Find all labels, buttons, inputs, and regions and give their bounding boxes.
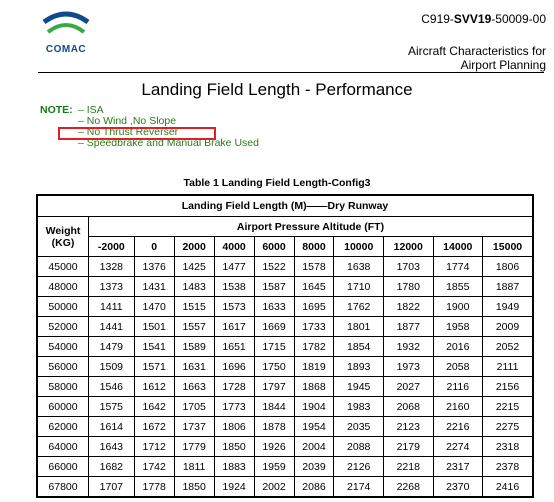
document-title-line1: Aircraft Characteristics for bbox=[407, 44, 546, 58]
length-cell: 1541 bbox=[134, 337, 174, 357]
table-group-header: Landing Field Length (M)——Dry Runway bbox=[37, 195, 533, 217]
altitude-header: Airport Pressure Altitude (FT) bbox=[89, 217, 534, 237]
altitude-column-header: 15000 bbox=[483, 237, 533, 257]
altitude-column-header: 2000 bbox=[174, 237, 214, 257]
length-cell: 1904 bbox=[294, 397, 334, 417]
length-cell: 1672 bbox=[134, 417, 174, 437]
altitude-column-header: 10000 bbox=[334, 237, 384, 257]
length-cell: 1589 bbox=[174, 337, 214, 357]
length-cell: 1546 bbox=[89, 377, 135, 397]
length-cell: 2274 bbox=[433, 437, 483, 457]
length-cell: 2002 bbox=[254, 477, 294, 498]
table-row bbox=[37, 437, 533, 457]
altitude-row bbox=[37, 237, 533, 257]
length-cell: 1483 bbox=[174, 277, 214, 297]
weight-cell: 64000 bbox=[37, 437, 89, 457]
altitude-column-header: 12000 bbox=[383, 237, 433, 257]
header-divider bbox=[38, 72, 544, 73]
length-cell: 2068 bbox=[383, 397, 433, 417]
length-cell: 1954 bbox=[294, 417, 334, 437]
length-cell: 1773 bbox=[214, 397, 254, 417]
length-cell: 2088 bbox=[334, 437, 384, 457]
length-cell: 1571 bbox=[134, 357, 174, 377]
length-cell: 2174 bbox=[334, 477, 384, 498]
length-cell: 1733 bbox=[294, 317, 334, 337]
length-cell: 1587 bbox=[254, 277, 294, 297]
length-cell: 1696 bbox=[214, 357, 254, 377]
page-title: Landing Field Length - Performance bbox=[141, 80, 413, 99]
landing-field-length-table bbox=[36, 194, 534, 498]
table-row bbox=[37, 257, 533, 277]
table-row bbox=[37, 297, 533, 317]
weight-cell: 45000 bbox=[37, 257, 89, 277]
length-cell: 1900 bbox=[433, 297, 483, 317]
length-cell: 1575 bbox=[89, 397, 135, 417]
table-caption: Table 1 Landing Field Length-Config3 bbox=[183, 177, 371, 189]
length-cell: 1643 bbox=[89, 437, 135, 457]
length-cell: 1431 bbox=[134, 277, 174, 297]
table-row bbox=[37, 457, 533, 477]
altitude-column-header: -2000 bbox=[89, 237, 135, 257]
length-cell: 1945 bbox=[334, 377, 384, 397]
note-item: – ISA bbox=[78, 104, 104, 116]
length-cell: 1376 bbox=[134, 257, 174, 277]
length-cell: 2111 bbox=[483, 357, 533, 377]
length-cell: 2156 bbox=[483, 377, 533, 397]
weight-cell: 48000 bbox=[37, 277, 89, 297]
length-cell: 1578 bbox=[294, 257, 334, 277]
length-cell: 1642 bbox=[134, 397, 174, 417]
length-cell: 2016 bbox=[433, 337, 483, 357]
note-label: NOTE: bbox=[40, 104, 73, 116]
length-cell: 2215 bbox=[483, 397, 533, 417]
length-cell: 1958 bbox=[433, 317, 483, 337]
table-row bbox=[37, 357, 533, 377]
length-cell: 1806 bbox=[214, 417, 254, 437]
length-cell: 2039 bbox=[294, 457, 334, 477]
length-cell: 1762 bbox=[334, 297, 384, 317]
weight-cell: 50000 bbox=[37, 297, 89, 317]
length-cell: 1411 bbox=[89, 297, 135, 317]
length-cell: 1877 bbox=[383, 317, 433, 337]
length-cell: 2179 bbox=[383, 437, 433, 457]
weight-cell: 60000 bbox=[37, 397, 89, 417]
note-item: – No Thrust Reverser bbox=[78, 126, 179, 138]
length-cell: 1663 bbox=[174, 377, 214, 397]
length-cell: 1801 bbox=[334, 317, 384, 337]
altitude-column-header: 8000 bbox=[294, 237, 334, 257]
length-cell: 1850 bbox=[174, 477, 214, 498]
length-cell: 1822 bbox=[383, 297, 433, 317]
length-cell: 2416 bbox=[483, 477, 533, 498]
length-cell: 1878 bbox=[254, 417, 294, 437]
length-cell: 1779 bbox=[174, 437, 214, 457]
length-cell: 1850 bbox=[214, 437, 254, 457]
length-cell: 1778 bbox=[134, 477, 174, 498]
length-cell: 2268 bbox=[383, 477, 433, 498]
length-cell: 1682 bbox=[89, 457, 135, 477]
length-cell: 2126 bbox=[334, 457, 384, 477]
length-cell: 1782 bbox=[294, 337, 334, 357]
length-cell: 1926 bbox=[254, 437, 294, 457]
length-cell: 1728 bbox=[214, 377, 254, 397]
altitude-column-header: 6000 bbox=[254, 237, 294, 257]
comac-logo-icon bbox=[38, 10, 94, 44]
table-row bbox=[37, 397, 533, 417]
length-cell: 2123 bbox=[383, 417, 433, 437]
table-body bbox=[37, 257, 533, 498]
table-row bbox=[37, 417, 533, 437]
length-cell: 2370 bbox=[433, 477, 483, 498]
length-cell: 1855 bbox=[433, 277, 483, 297]
length-cell: 1573 bbox=[214, 297, 254, 317]
length-cell: 1633 bbox=[254, 297, 294, 317]
length-cell: 1538 bbox=[214, 277, 254, 297]
length-cell: 1774 bbox=[433, 257, 483, 277]
length-cell: 1883 bbox=[214, 457, 254, 477]
length-cell: 2004 bbox=[294, 437, 334, 457]
length-cell: 1932 bbox=[383, 337, 433, 357]
length-cell: 1742 bbox=[134, 457, 174, 477]
length-cell: 1509 bbox=[89, 357, 135, 377]
length-cell: 2009 bbox=[483, 317, 533, 337]
altitude-column-header: 4000 bbox=[214, 237, 254, 257]
length-cell: 2378 bbox=[483, 457, 533, 477]
length-cell: 1811 bbox=[174, 457, 214, 477]
length-cell: 1612 bbox=[134, 377, 174, 397]
table-row bbox=[37, 337, 533, 357]
weight-cell: 62000 bbox=[37, 417, 89, 437]
highlight-box bbox=[58, 127, 216, 140]
length-cell: 1501 bbox=[134, 317, 174, 337]
length-cell: 1515 bbox=[174, 297, 214, 317]
length-cell: 1797 bbox=[254, 377, 294, 397]
length-cell: 1328 bbox=[89, 257, 135, 277]
weight-cell: 54000 bbox=[37, 337, 89, 357]
altitude-column-header: 14000 bbox=[433, 237, 483, 257]
length-cell: 2275 bbox=[483, 417, 533, 437]
length-cell: 1703 bbox=[383, 257, 433, 277]
weight-header: Weight (KG) bbox=[37, 217, 89, 257]
length-cell: 1441 bbox=[89, 317, 135, 337]
length-cell: 1614 bbox=[89, 417, 135, 437]
length-cell: 1712 bbox=[134, 437, 174, 457]
weight-cell: 66000 bbox=[37, 457, 89, 477]
table-row bbox=[37, 317, 533, 337]
table-row bbox=[37, 277, 533, 297]
table-row bbox=[37, 377, 533, 397]
length-cell: 1669 bbox=[254, 317, 294, 337]
length-cell: 1617 bbox=[214, 317, 254, 337]
logo-text: COMAC bbox=[45, 44, 87, 55]
length-cell: 1893 bbox=[334, 357, 384, 377]
weight-cell: 58000 bbox=[37, 377, 89, 397]
length-cell: 2318 bbox=[483, 437, 533, 457]
length-cell: 1631 bbox=[174, 357, 214, 377]
length-cell: 1470 bbox=[134, 297, 174, 317]
length-cell: 2035 bbox=[334, 417, 384, 437]
length-cell: 1844 bbox=[254, 397, 294, 417]
length-cell: 2027 bbox=[383, 377, 433, 397]
length-cell: 1705 bbox=[174, 397, 214, 417]
note-item: – Speedbrake and Manual Brake Used bbox=[78, 137, 259, 149]
length-cell: 1373 bbox=[89, 277, 135, 297]
document-title-line2: Airport Planning bbox=[460, 58, 546, 72]
table-row bbox=[37, 477, 533, 498]
length-cell: 2058 bbox=[433, 357, 483, 377]
length-cell: 1715 bbox=[254, 337, 294, 357]
weight-cell: 52000 bbox=[37, 317, 89, 337]
weight-cell: 67800 bbox=[37, 477, 89, 498]
length-cell: 1557 bbox=[174, 317, 214, 337]
length-cell: 1695 bbox=[294, 297, 334, 317]
length-cell: 1479 bbox=[89, 337, 135, 357]
length-cell: 2317 bbox=[433, 457, 483, 477]
length-cell: 2216 bbox=[433, 417, 483, 437]
length-cell: 1959 bbox=[254, 457, 294, 477]
length-cell: 1737 bbox=[174, 417, 214, 437]
length-cell: 1819 bbox=[294, 357, 334, 377]
length-cell: 2116 bbox=[433, 377, 483, 397]
length-cell: 2052 bbox=[483, 337, 533, 357]
length-cell: 1645 bbox=[294, 277, 334, 297]
length-cell: 1707 bbox=[89, 477, 135, 498]
length-cell: 1854 bbox=[334, 337, 384, 357]
length-cell: 1425 bbox=[174, 257, 214, 277]
length-cell: 1868 bbox=[294, 377, 334, 397]
length-cell: 2160 bbox=[433, 397, 483, 417]
length-cell: 1780 bbox=[383, 277, 433, 297]
length-cell: 1924 bbox=[214, 477, 254, 498]
length-cell: 2218 bbox=[383, 457, 433, 477]
length-cell: 1949 bbox=[483, 297, 533, 317]
comac-logo bbox=[36, 10, 96, 56]
length-cell: 1973 bbox=[383, 357, 433, 377]
length-cell: 1710 bbox=[334, 277, 384, 297]
length-cell: 1806 bbox=[483, 257, 533, 277]
length-cell: 1750 bbox=[254, 357, 294, 377]
note-item: – No Wind ,No Slope bbox=[78, 115, 177, 127]
length-cell: 1477 bbox=[214, 257, 254, 277]
altitude-column-header: 0 bbox=[134, 237, 174, 257]
length-cell: 1983 bbox=[334, 397, 384, 417]
weight-cell: 56000 bbox=[37, 357, 89, 377]
document-title bbox=[408, 44, 546, 72]
length-cell: 1522 bbox=[254, 257, 294, 277]
length-cell: 2086 bbox=[294, 477, 334, 498]
length-cell: 1638 bbox=[334, 257, 384, 277]
length-cell: 1887 bbox=[483, 277, 533, 297]
length-cell: 1651 bbox=[214, 337, 254, 357]
document-code: C919-SVV19-50009-00 bbox=[421, 12, 546, 26]
